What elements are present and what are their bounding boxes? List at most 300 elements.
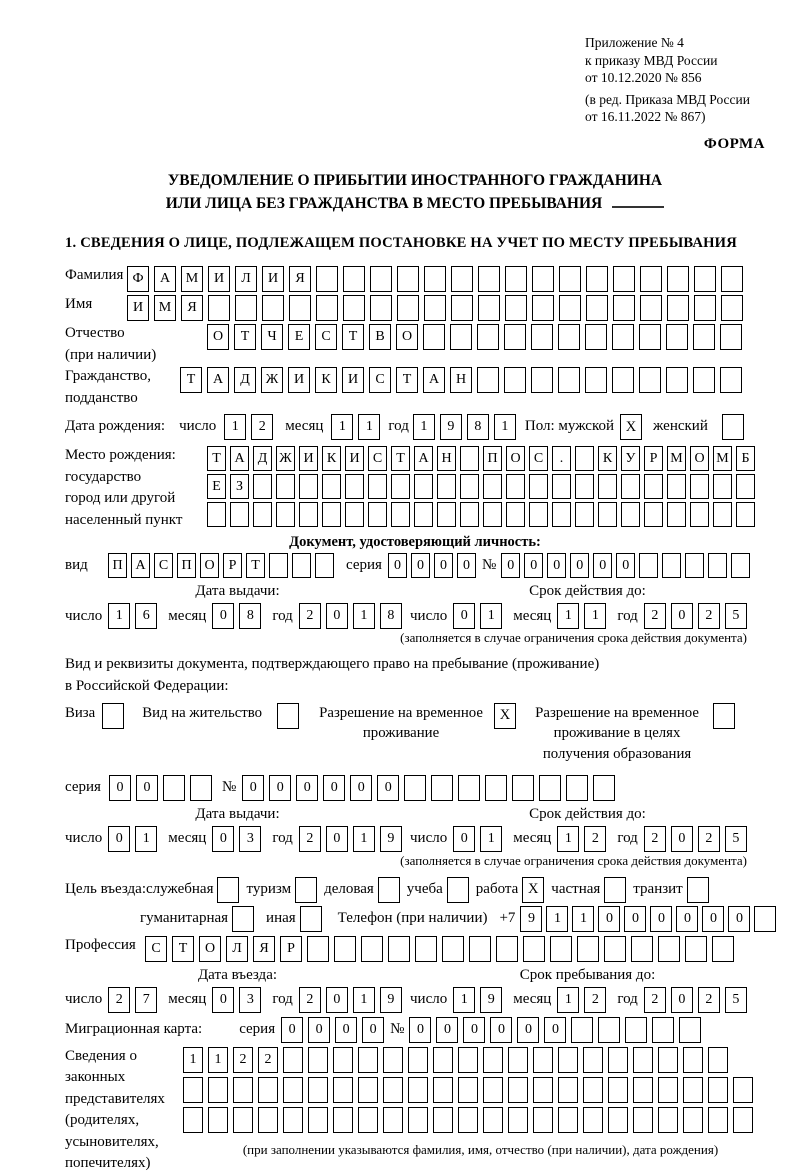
residence-permit-checkbox[interactable] bbox=[277, 703, 299, 729]
char-cell[interactable] bbox=[585, 324, 607, 350]
char-cell[interactable] bbox=[552, 502, 571, 527]
char-cell[interactable] bbox=[208, 1077, 228, 1103]
char-cell[interactable] bbox=[315, 553, 334, 578]
char-cell[interactable] bbox=[506, 474, 525, 499]
char-cell[interactable] bbox=[504, 324, 526, 350]
char-cell[interactable] bbox=[404, 775, 426, 801]
char-cell[interactable] bbox=[608, 1107, 628, 1133]
char-cell[interactable]: 1 bbox=[183, 1047, 203, 1073]
char-cell[interactable] bbox=[469, 936, 491, 962]
char-cell[interactable] bbox=[736, 474, 755, 499]
char-cell[interactable]: 1 bbox=[331, 414, 353, 440]
char-cell[interactable]: 0 bbox=[108, 826, 130, 852]
char-cell[interactable] bbox=[358, 1077, 378, 1103]
char-cell[interactable] bbox=[666, 324, 688, 350]
char-cell[interactable] bbox=[713, 502, 732, 527]
char-cell[interactable] bbox=[558, 324, 580, 350]
char-cell[interactable]: И bbox=[345, 446, 364, 471]
char-cell[interactable] bbox=[276, 502, 295, 527]
char-cell[interactable] bbox=[571, 1017, 593, 1043]
char-cell[interactable] bbox=[640, 266, 662, 292]
char-cell[interactable] bbox=[483, 1107, 503, 1133]
char-cell[interactable] bbox=[388, 936, 410, 962]
char-cell[interactable] bbox=[583, 1077, 603, 1103]
char-cell[interactable] bbox=[208, 1107, 228, 1133]
char-cell[interactable]: Л bbox=[235, 266, 257, 292]
char-cell[interactable]: Р bbox=[280, 936, 302, 962]
char-cell[interactable] bbox=[667, 295, 689, 321]
char-cell[interactable] bbox=[233, 1107, 253, 1133]
char-cell[interactable] bbox=[253, 502, 272, 527]
char-cell[interactable] bbox=[733, 1077, 753, 1103]
char-cell[interactable]: Т bbox=[342, 324, 364, 350]
char-cell[interactable]: Р bbox=[223, 553, 242, 578]
char-cell[interactable]: 0 bbox=[308, 1017, 330, 1043]
char-cell[interactable] bbox=[731, 553, 750, 578]
char-cell[interactable] bbox=[208, 295, 230, 321]
char-cell[interactable]: 1 bbox=[480, 603, 502, 629]
char-cell[interactable] bbox=[423, 324, 445, 350]
char-cell[interactable] bbox=[414, 474, 433, 499]
char-cell[interactable]: 0 bbox=[676, 906, 698, 932]
purpose-business-checkbox[interactable] bbox=[378, 877, 400, 903]
char-cell[interactable]: У bbox=[621, 446, 640, 471]
char-cell[interactable]: 0 bbox=[326, 987, 348, 1013]
char-cell[interactable]: 0 bbox=[242, 775, 264, 801]
char-cell[interactable] bbox=[415, 936, 437, 962]
char-cell[interactable]: 0 bbox=[593, 553, 612, 578]
char-cell[interactable]: С bbox=[529, 446, 548, 471]
char-cell[interactable] bbox=[343, 295, 365, 321]
char-cell[interactable]: И bbox=[127, 295, 149, 321]
char-cell[interactable]: 1 bbox=[480, 826, 502, 852]
char-cell[interactable] bbox=[533, 1107, 553, 1133]
char-cell[interactable]: 1 bbox=[453, 987, 475, 1013]
char-cell[interactable]: 3 bbox=[239, 826, 261, 852]
char-cell[interactable] bbox=[383, 1047, 403, 1073]
char-cell[interactable] bbox=[478, 266, 500, 292]
char-cell[interactable]: З bbox=[230, 474, 249, 499]
char-cell[interactable]: С bbox=[315, 324, 337, 350]
temp-residence-education-checkbox[interactable] bbox=[713, 703, 735, 729]
char-cell[interactable]: 0 bbox=[524, 553, 543, 578]
char-cell[interactable]: 0 bbox=[434, 553, 453, 578]
char-cell[interactable]: 0 bbox=[570, 553, 589, 578]
char-cell[interactable] bbox=[713, 474, 732, 499]
char-cell[interactable]: В bbox=[369, 324, 391, 350]
char-cell[interactable] bbox=[483, 474, 502, 499]
char-cell[interactable] bbox=[506, 502, 525, 527]
char-cell[interactable]: 0 bbox=[326, 826, 348, 852]
char-cell[interactable] bbox=[460, 502, 479, 527]
char-cell[interactable] bbox=[559, 295, 581, 321]
char-cell[interactable] bbox=[308, 1107, 328, 1133]
char-cell[interactable] bbox=[639, 367, 661, 393]
char-cell[interactable] bbox=[477, 324, 499, 350]
char-cell[interactable] bbox=[408, 1077, 428, 1103]
char-cell[interactable] bbox=[299, 474, 318, 499]
char-cell[interactable] bbox=[533, 1047, 553, 1073]
char-cell[interactable]: К bbox=[598, 446, 617, 471]
char-cell[interactable] bbox=[308, 1047, 328, 1073]
char-cell[interactable]: Т bbox=[246, 553, 265, 578]
char-cell[interactable]: С bbox=[154, 553, 173, 578]
char-cell[interactable]: 0 bbox=[490, 1017, 512, 1043]
char-cell[interactable] bbox=[644, 502, 663, 527]
char-cell[interactable] bbox=[276, 474, 295, 499]
char-cell[interactable]: М bbox=[713, 446, 732, 471]
char-cell[interactable]: О bbox=[200, 553, 219, 578]
char-cell[interactable] bbox=[383, 1107, 403, 1133]
char-cell[interactable]: Ч bbox=[261, 324, 283, 350]
char-cell[interactable]: 1 bbox=[494, 414, 516, 440]
char-cell[interactable] bbox=[652, 1017, 674, 1043]
char-cell[interactable]: С bbox=[145, 936, 167, 962]
char-cell[interactable] bbox=[639, 324, 661, 350]
char-cell[interactable] bbox=[307, 936, 329, 962]
char-cell[interactable] bbox=[483, 1077, 503, 1103]
char-cell[interactable]: 0 bbox=[212, 987, 234, 1013]
char-cell[interactable]: Е bbox=[288, 324, 310, 350]
char-cell[interactable] bbox=[292, 553, 311, 578]
char-cell[interactable] bbox=[666, 367, 688, 393]
char-cell[interactable] bbox=[424, 295, 446, 321]
char-cell[interactable] bbox=[431, 775, 453, 801]
char-cell[interactable] bbox=[345, 474, 364, 499]
char-cell[interactable] bbox=[550, 936, 572, 962]
char-cell[interactable] bbox=[720, 324, 742, 350]
char-cell[interactable] bbox=[690, 474, 709, 499]
purpose-private-checkbox[interactable] bbox=[604, 877, 626, 903]
char-cell[interactable]: 1 bbox=[358, 414, 380, 440]
char-cell[interactable]: 0 bbox=[728, 906, 750, 932]
char-cell[interactable] bbox=[658, 1107, 678, 1133]
char-cell[interactable]: 1 bbox=[584, 603, 606, 629]
char-cell[interactable]: Р bbox=[644, 446, 663, 471]
char-cell[interactable]: 2 bbox=[258, 1047, 278, 1073]
char-cell[interactable] bbox=[640, 295, 662, 321]
purpose-study-checkbox[interactable] bbox=[447, 877, 469, 903]
char-cell[interactable] bbox=[604, 936, 626, 962]
char-cell[interactable] bbox=[586, 266, 608, 292]
purpose-work-checkbox[interactable]: X bbox=[522, 877, 544, 903]
char-cell[interactable]: П bbox=[483, 446, 502, 471]
temp-residence-checkbox[interactable]: X bbox=[494, 703, 516, 729]
char-cell[interactable]: Ж bbox=[276, 446, 295, 471]
char-cell[interactable] bbox=[289, 295, 311, 321]
purpose-transit-checkbox[interactable] bbox=[687, 877, 709, 903]
char-cell[interactable] bbox=[539, 775, 561, 801]
char-cell[interactable]: 0 bbox=[671, 603, 693, 629]
char-cell[interactable] bbox=[283, 1077, 303, 1103]
char-cell[interactable] bbox=[477, 367, 499, 393]
char-cell[interactable] bbox=[333, 1077, 353, 1103]
char-cell[interactable] bbox=[558, 1047, 578, 1073]
char-cell[interactable]: 0 bbox=[136, 775, 158, 801]
char-cell[interactable] bbox=[721, 266, 743, 292]
char-cell[interactable] bbox=[558, 367, 580, 393]
char-cell[interactable] bbox=[558, 1107, 578, 1133]
char-cell[interactable]: 1 bbox=[108, 603, 130, 629]
char-cell[interactable] bbox=[451, 266, 473, 292]
char-cell[interactable] bbox=[183, 1107, 203, 1133]
char-cell[interactable]: 1 bbox=[557, 603, 579, 629]
char-cell[interactable] bbox=[437, 474, 456, 499]
char-cell[interactable] bbox=[586, 295, 608, 321]
char-cell[interactable]: 8 bbox=[239, 603, 261, 629]
char-cell[interactable]: А bbox=[423, 367, 445, 393]
char-cell[interactable]: Д bbox=[234, 367, 256, 393]
char-cell[interactable]: 2 bbox=[644, 826, 666, 852]
char-cell[interactable] bbox=[720, 367, 742, 393]
char-cell[interactable] bbox=[414, 502, 433, 527]
char-cell[interactable] bbox=[721, 295, 743, 321]
char-cell[interactable]: Б bbox=[736, 446, 755, 471]
char-cell[interactable] bbox=[333, 1107, 353, 1133]
char-cell[interactable] bbox=[163, 775, 185, 801]
char-cell[interactable]: Ф bbox=[127, 266, 149, 292]
char-cell[interactable] bbox=[322, 502, 341, 527]
char-cell[interactable]: 3 bbox=[239, 987, 261, 1013]
char-cell[interactable] bbox=[230, 502, 249, 527]
char-cell[interactable] bbox=[685, 936, 707, 962]
char-cell[interactable] bbox=[683, 1107, 703, 1133]
char-cell[interactable]: 1 bbox=[224, 414, 246, 440]
char-cell[interactable] bbox=[508, 1077, 528, 1103]
char-cell[interactable]: 2 bbox=[299, 987, 321, 1013]
char-cell[interactable] bbox=[397, 266, 419, 292]
char-cell[interactable] bbox=[391, 474, 410, 499]
char-cell[interactable]: 5 bbox=[725, 603, 747, 629]
char-cell[interactable] bbox=[532, 295, 554, 321]
char-cell[interactable]: 0 bbox=[544, 1017, 566, 1043]
char-cell[interactable] bbox=[690, 502, 709, 527]
char-cell[interactable] bbox=[391, 502, 410, 527]
char-cell[interactable]: 0 bbox=[457, 553, 476, 578]
char-cell[interactable]: 1 bbox=[208, 1047, 228, 1073]
char-cell[interactable]: 0 bbox=[212, 603, 234, 629]
char-cell[interactable] bbox=[667, 266, 689, 292]
char-cell[interactable]: 0 bbox=[453, 603, 475, 629]
char-cell[interactable]: А bbox=[207, 367, 229, 393]
char-cell[interactable] bbox=[559, 266, 581, 292]
char-cell[interactable]: 0 bbox=[350, 775, 372, 801]
char-cell[interactable]: 2 bbox=[108, 987, 130, 1013]
char-cell[interactable]: Я bbox=[181, 295, 203, 321]
char-cell[interactable] bbox=[631, 936, 653, 962]
char-cell[interactable]: А bbox=[131, 553, 150, 578]
char-cell[interactable] bbox=[424, 266, 446, 292]
char-cell[interactable]: И bbox=[208, 266, 230, 292]
char-cell[interactable] bbox=[283, 1107, 303, 1133]
char-cell[interactable]: К bbox=[315, 367, 337, 393]
char-cell[interactable] bbox=[343, 266, 365, 292]
char-cell[interactable] bbox=[585, 367, 607, 393]
purpose-tourism-checkbox[interactable] bbox=[295, 877, 317, 903]
char-cell[interactable]: Н bbox=[437, 446, 456, 471]
char-cell[interactable]: И bbox=[342, 367, 364, 393]
char-cell[interactable]: 5 bbox=[725, 987, 747, 1013]
char-cell[interactable] bbox=[533, 1077, 553, 1103]
char-cell[interactable]: 2 bbox=[233, 1047, 253, 1073]
char-cell[interactable] bbox=[433, 1077, 453, 1103]
char-cell[interactable]: 0 bbox=[335, 1017, 357, 1043]
char-cell[interactable]: М bbox=[154, 295, 176, 321]
char-cell[interactable] bbox=[442, 936, 464, 962]
char-cell[interactable] bbox=[496, 936, 518, 962]
char-cell[interactable] bbox=[345, 502, 364, 527]
char-cell[interactable] bbox=[450, 324, 472, 350]
char-cell[interactable]: 0 bbox=[547, 553, 566, 578]
char-cell[interactable] bbox=[408, 1047, 428, 1073]
purpose-official-checkbox[interactable] bbox=[217, 877, 239, 903]
char-cell[interactable] bbox=[583, 1047, 603, 1073]
char-cell[interactable] bbox=[433, 1047, 453, 1073]
char-cell[interactable] bbox=[683, 1047, 703, 1073]
char-cell[interactable] bbox=[708, 1107, 728, 1133]
sex-female-checkbox[interactable] bbox=[722, 414, 744, 440]
char-cell[interactable] bbox=[458, 1077, 478, 1103]
char-cell[interactable]: 0 bbox=[377, 775, 399, 801]
char-cell[interactable]: 2 bbox=[299, 603, 321, 629]
char-cell[interactable]: 1 bbox=[546, 906, 568, 932]
char-cell[interactable]: 0 bbox=[409, 1017, 431, 1043]
char-cell[interactable]: 0 bbox=[671, 826, 693, 852]
char-cell[interactable]: Д bbox=[253, 446, 272, 471]
char-cell[interactable]: 0 bbox=[362, 1017, 384, 1043]
char-cell[interactable] bbox=[633, 1077, 653, 1103]
char-cell[interactable]: Н bbox=[450, 367, 472, 393]
char-cell[interactable] bbox=[558, 1077, 578, 1103]
char-cell[interactable]: 5 bbox=[725, 826, 747, 852]
char-cell[interactable] bbox=[566, 775, 588, 801]
char-cell[interactable]: Е bbox=[207, 474, 226, 499]
char-cell[interactable]: 7 bbox=[135, 987, 157, 1013]
char-cell[interactable] bbox=[679, 1017, 701, 1043]
char-cell[interactable] bbox=[437, 502, 456, 527]
char-cell[interactable] bbox=[658, 1047, 678, 1073]
char-cell[interactable] bbox=[458, 1047, 478, 1073]
char-cell[interactable] bbox=[483, 502, 502, 527]
char-cell[interactable] bbox=[708, 553, 727, 578]
char-cell[interactable] bbox=[269, 553, 288, 578]
char-cell[interactable] bbox=[512, 775, 534, 801]
char-cell[interactable] bbox=[667, 502, 686, 527]
char-cell[interactable] bbox=[190, 775, 212, 801]
char-cell[interactable]: Т bbox=[396, 367, 418, 393]
char-cell[interactable]: Л bbox=[226, 936, 248, 962]
char-cell[interactable]: О bbox=[396, 324, 418, 350]
char-cell[interactable]: 2 bbox=[644, 603, 666, 629]
char-cell[interactable]: К bbox=[322, 446, 341, 471]
char-cell[interactable]: 0 bbox=[598, 906, 620, 932]
char-cell[interactable] bbox=[621, 502, 640, 527]
char-cell[interactable] bbox=[508, 1107, 528, 1133]
char-cell[interactable] bbox=[368, 502, 387, 527]
char-cell[interactable] bbox=[633, 1107, 653, 1133]
char-cell[interactable] bbox=[639, 553, 658, 578]
char-cell[interactable] bbox=[598, 1017, 620, 1043]
char-cell[interactable]: 0 bbox=[296, 775, 318, 801]
char-cell[interactable] bbox=[754, 906, 776, 932]
char-cell[interactable]: 0 bbox=[326, 603, 348, 629]
char-cell[interactable] bbox=[612, 324, 634, 350]
char-cell[interactable]: 0 bbox=[616, 553, 635, 578]
char-cell[interactable]: С bbox=[369, 367, 391, 393]
visa-checkbox[interactable] bbox=[102, 703, 124, 729]
purpose-humanitarian-checkbox[interactable] bbox=[232, 906, 254, 932]
char-cell[interactable] bbox=[583, 1107, 603, 1133]
char-cell[interactable]: 2 bbox=[698, 826, 720, 852]
char-cell[interactable]: 0 bbox=[624, 906, 646, 932]
char-cell[interactable]: 2 bbox=[698, 603, 720, 629]
char-cell[interactable] bbox=[258, 1077, 278, 1103]
char-cell[interactable]: 1 bbox=[353, 987, 375, 1013]
char-cell[interactable] bbox=[625, 1017, 647, 1043]
char-cell[interactable]: 2 bbox=[584, 826, 606, 852]
char-cell[interactable]: 9 bbox=[380, 826, 402, 852]
char-cell[interactable]: М bbox=[181, 266, 203, 292]
char-cell[interactable]: 0 bbox=[453, 826, 475, 852]
char-cell[interactable] bbox=[685, 553, 704, 578]
char-cell[interactable] bbox=[708, 1047, 728, 1073]
char-cell[interactable] bbox=[370, 266, 392, 292]
char-cell[interactable] bbox=[408, 1107, 428, 1133]
char-cell[interactable] bbox=[529, 502, 548, 527]
char-cell[interactable] bbox=[505, 266, 527, 292]
char-cell[interactable]: 9 bbox=[480, 987, 502, 1013]
char-cell[interactable] bbox=[451, 295, 473, 321]
char-cell[interactable]: 2 bbox=[299, 826, 321, 852]
char-cell[interactable]: 0 bbox=[702, 906, 724, 932]
char-cell[interactable]: 0 bbox=[517, 1017, 539, 1043]
char-cell[interactable] bbox=[613, 266, 635, 292]
char-cell[interactable]: 0 bbox=[501, 553, 520, 578]
char-cell[interactable] bbox=[460, 474, 479, 499]
char-cell[interactable] bbox=[460, 446, 479, 471]
char-cell[interactable] bbox=[575, 502, 594, 527]
char-cell[interactable] bbox=[612, 367, 634, 393]
char-cell[interactable] bbox=[370, 295, 392, 321]
char-cell[interactable]: А bbox=[154, 266, 176, 292]
char-cell[interactable]: 1 bbox=[413, 414, 435, 440]
char-cell[interactable] bbox=[316, 266, 338, 292]
char-cell[interactable]: 9 bbox=[440, 414, 462, 440]
char-cell[interactable] bbox=[253, 474, 272, 499]
char-cell[interactable] bbox=[233, 1077, 253, 1103]
char-cell[interactable]: П bbox=[177, 553, 196, 578]
char-cell[interactable] bbox=[693, 324, 715, 350]
char-cell[interactable] bbox=[598, 502, 617, 527]
char-cell[interactable]: 0 bbox=[323, 775, 345, 801]
char-cell[interactable] bbox=[308, 1077, 328, 1103]
char-cell[interactable] bbox=[478, 295, 500, 321]
char-cell[interactable]: О bbox=[506, 446, 525, 471]
char-cell[interactable]: 1 bbox=[135, 826, 157, 852]
char-cell[interactable] bbox=[358, 1047, 378, 1073]
char-cell[interactable]: П bbox=[108, 553, 127, 578]
char-cell[interactable] bbox=[708, 1077, 728, 1103]
char-cell[interactable] bbox=[322, 474, 341, 499]
char-cell[interactable] bbox=[283, 1047, 303, 1073]
char-cell[interactable]: 0 bbox=[212, 826, 234, 852]
char-cell[interactable]: 8 bbox=[467, 414, 489, 440]
char-cell[interactable] bbox=[613, 295, 635, 321]
char-cell[interactable]: . bbox=[552, 446, 571, 471]
char-cell[interactable] bbox=[183, 1077, 203, 1103]
char-cell[interactable] bbox=[644, 474, 663, 499]
char-cell[interactable] bbox=[658, 1077, 678, 1103]
